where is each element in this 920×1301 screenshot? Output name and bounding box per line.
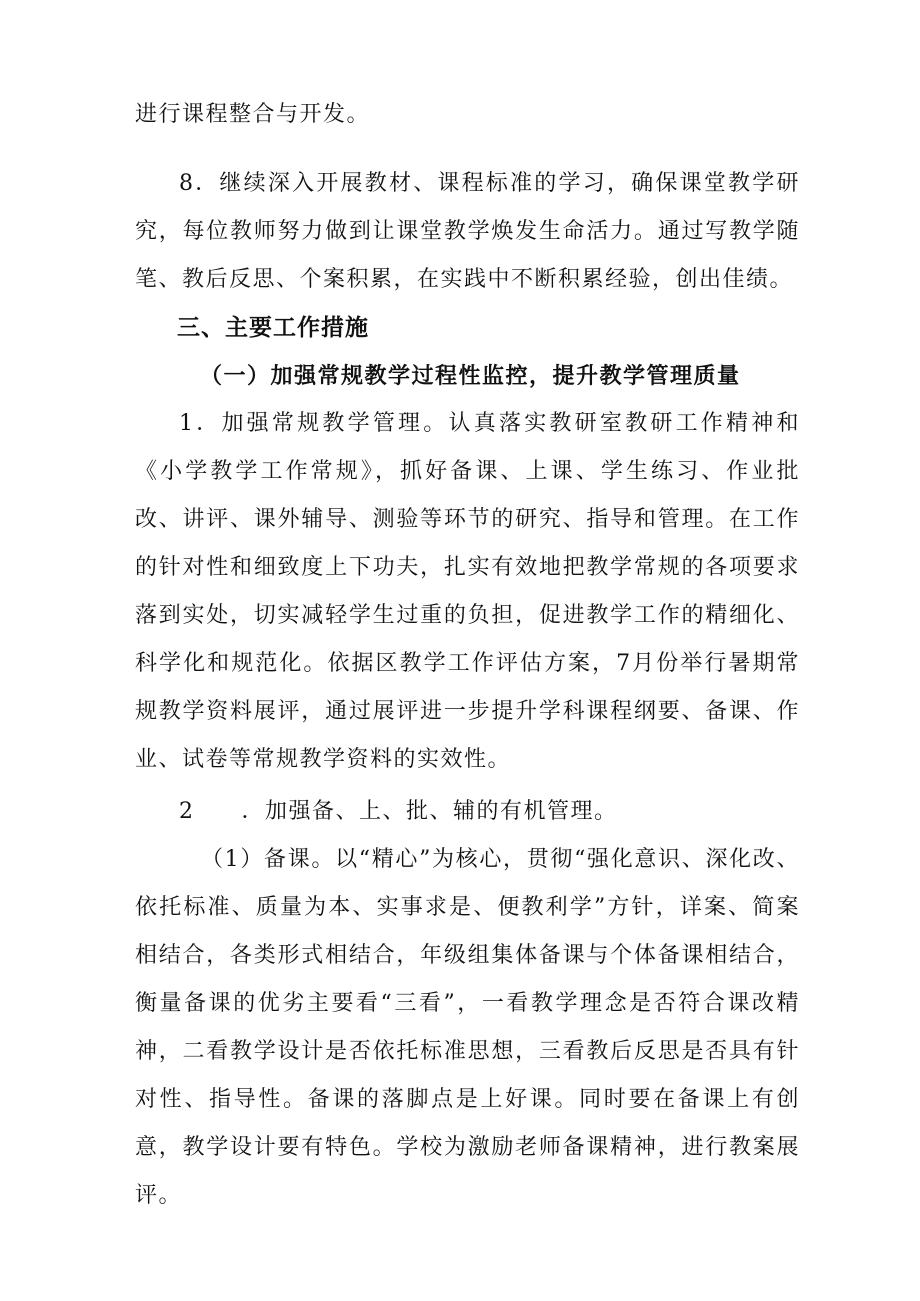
paragraph-item-8: 8．继续深入开展教材、课程标准的学习，确保课堂教学研究，每位教师努力做到让课堂教学焕发生命活力。通过写教学随笔、教后反思、个案积累，在实践中不断积累经验，创出佳绩。	[135, 171, 800, 292]
section-heading-main-measures: 三、主要工作措施	[177, 315, 369, 341]
paragraph-item-1: 1．加强常规教学管理。认真落实教研室教研工作精神和《小学教学工作常规》，抓好备课、上课、学生练习、作业批改、讲评、课外辅导、测验等环节的研究、指导和管理。在工作的针对性和细致度上下功夫，扎实有效地把教学常规的各项要求落到实处，切实减轻学生过重的负担，促进教学工作的精细化、科学化和规范化。依据区教学工作评估方案，7月份举行暑期常规教学资料展评，通过展评进一步提升学科课程纲要、备课、作业、试卷等常规教学资料的实效性。	[135, 411, 800, 772]
paragraph-item-2-1: （1）备课。以“精心”为核心，贯彻“强化意识、深化改、依托标准、质量为本、实事求是、便教利学”方针，详案、简案相结合，各类形式相结合，年级组集体备课与个体备课相结合，衡量备课的优劣主要看“三看”，一看教学理念是否符合课改精神，二看教学设计是否依托标准思想，三看教后反思是否具有针对性、指导性。备课的落脚点是上好课。同时要在备课上有创意，教学设计要有特色。学校为激励老师备课精神，进行教案展评。	[135, 847, 800, 1208]
paragraph-item-2: 2 ．加强备、上、批、辅的有机管理。	[179, 799, 618, 824]
paragraph-continuation: 进行课程整合与开发。	[135, 102, 371, 127]
sub-heading-routine-teaching: （一）加强常规教学过程性监控，提升教学管理质量	[200, 363, 741, 389]
